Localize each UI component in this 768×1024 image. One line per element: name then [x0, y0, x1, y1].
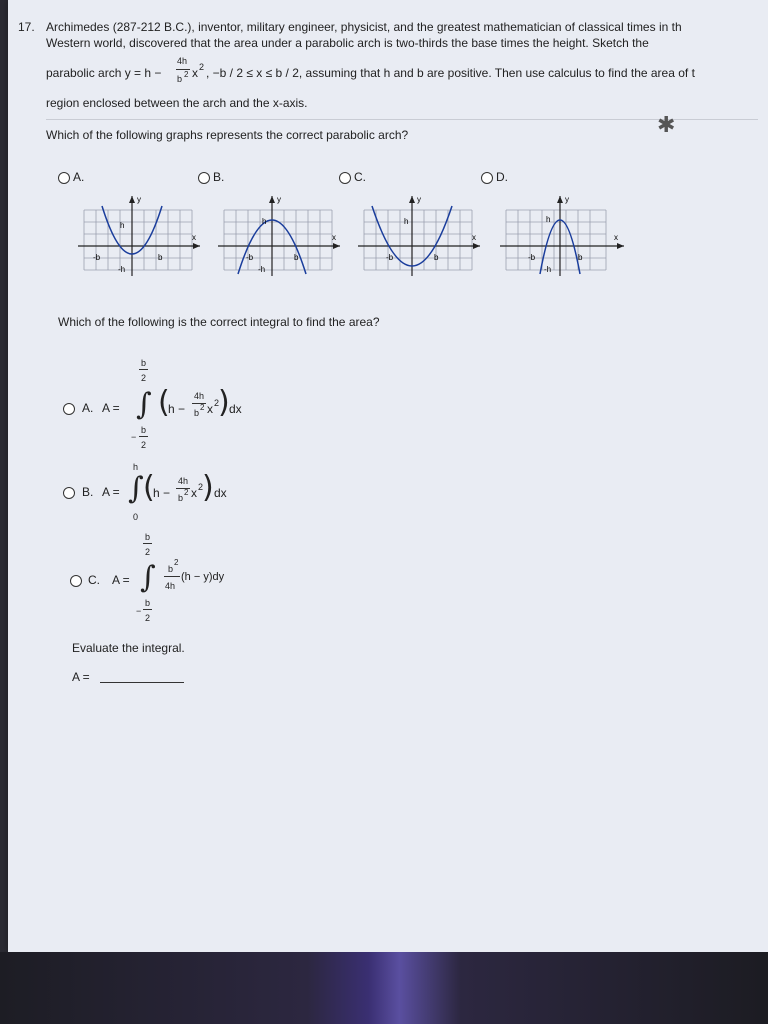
pen-mark: ✱	[657, 112, 676, 137]
integral-c-letter[interactable]: C.	[88, 573, 100, 587]
equation-variable: x	[192, 66, 198, 80]
integral-b-var: x	[191, 486, 197, 500]
problem-line-1: Archimedes (287-212 B.C.), inventor, military engineer, physicist, and the greatest mathematician of classical times in th	[46, 20, 682, 34]
integral-c-frac-num: b	[168, 564, 174, 574]
integral-a-open-paren: (	[158, 385, 170, 420]
graph-b-neg-h-label: -h	[258, 265, 266, 274]
option-c-label[interactable]: C.	[354, 170, 366, 184]
graph-a-y-label: y	[137, 195, 141, 204]
graph-option-c[interactable]	[358, 186, 486, 278]
integral-a-var: x	[207, 402, 213, 416]
integral-b-lower: 0	[133, 512, 139, 522]
integral-c-upper-den: 2	[145, 547, 151, 557]
integral-c-frac-den: 4h	[165, 581, 176, 591]
graph-a-x-label: x	[192, 233, 196, 242]
integral-b-open-paren: (	[143, 470, 155, 505]
integral-a-lower-den: 2	[141, 440, 147, 450]
integral-a-sign: ∫	[136, 387, 152, 422]
background-desk	[0, 952, 768, 1024]
fraction-denominator: b	[177, 74, 183, 84]
integral-b-frac-den: b	[178, 493, 184, 503]
graph-a-neg-b-label: -b	[93, 253, 101, 262]
graph-b-h-label: h	[262, 217, 267, 226]
evaluate-prompt: Evaluate the integral.	[72, 641, 185, 655]
integral-b-var-exp: 2	[198, 482, 204, 492]
integral-a-upper-bar	[139, 369, 148, 370]
integral-b-upper: h	[133, 462, 139, 472]
integral-b-frac-den-exp: 2	[184, 488, 189, 497]
integral-a-frac-den-exp: 2	[200, 403, 205, 412]
integral-a-upper-num: b	[141, 358, 147, 368]
graph-c-x-label: x	[472, 233, 476, 242]
graph-c-b-label: b	[434, 253, 439, 262]
option-a-label[interactable]: A.	[73, 170, 85, 184]
graph-d-x-label: x	[614, 233, 618, 242]
graph-b-y-label: y	[277, 195, 281, 204]
integral-b-lhs: A =	[102, 485, 120, 499]
equation-prefix: parabolic arch y = h −	[46, 66, 162, 80]
integral-a-letter[interactable]: A.	[82, 401, 94, 415]
problem-line-4: region enclosed between the arch and the x-axis.	[46, 96, 308, 110]
answer-label: A =	[72, 670, 90, 684]
integral-a-frac-num: 4h	[194, 391, 205, 401]
graph-d-h-label: h	[546, 215, 551, 224]
integral-c-upper-num: b	[145, 532, 151, 542]
integral-b-radio[interactable]	[63, 487, 75, 499]
integral-c-radio[interactable]	[70, 575, 82, 587]
option-d-label[interactable]: D.	[496, 170, 508, 184]
integral-a-lower-sign: −	[131, 432, 137, 442]
integral-a-frac-den: b	[194, 408, 200, 418]
answer-input[interactable]	[100, 668, 184, 683]
integral-c-rest: (h − y)dy	[181, 571, 225, 583]
integral-a-upper-den: 2	[141, 373, 147, 383]
graph-d-neg-b-label: -b	[528, 253, 536, 262]
integral-b-close-paren: )	[202, 470, 214, 505]
integral-a-dx: dx	[229, 402, 242, 416]
equation-suffix: , −b / 2 ≤ x ≤ b / 2, assuming that h and b are positive. Then use calculus to find the area of t	[206, 66, 695, 80]
integral-c-frac-num-exp: 2	[174, 558, 179, 567]
graph-c-y-label: y	[417, 195, 421, 204]
graph-d-b-label: b	[578, 253, 583, 262]
integral-c-lower-den: 2	[145, 613, 151, 623]
option-b-radio[interactable]	[198, 172, 210, 184]
option-d-radio[interactable]	[481, 172, 493, 184]
integral-c-lhs: A =	[112, 573, 130, 587]
equation-exponent: 2	[199, 62, 205, 72]
integral-a-close-paren: )	[218, 385, 230, 420]
graph-option-a[interactable]	[78, 186, 206, 278]
integral-b-letter[interactable]: B.	[82, 485, 94, 499]
fraction-numerator: 4h	[177, 56, 188, 66]
question-integral-prompt: Which of the following is the correct integral to find the area?	[58, 315, 380, 329]
integral-a-radio[interactable]	[63, 403, 75, 415]
problem-number: 17.	[18, 20, 35, 34]
integral-a-lhs: A =	[102, 401, 120, 415]
option-b-label[interactable]: B.	[213, 170, 225, 184]
option-c-radio[interactable]	[339, 172, 351, 184]
question-graph-prompt: Which of the following graphs represents the correct parabolic arch?	[46, 128, 409, 142]
graph-a-h-label: h	[120, 221, 125, 230]
graph-d-y-label: y	[565, 195, 569, 204]
fraction-denominator-exponent: 2	[184, 70, 189, 79]
integral-c-lower-sign: −	[136, 606, 142, 616]
graph-c-neg-b-label: -b	[386, 253, 394, 262]
integral-a-term-h: h −	[168, 402, 186, 416]
graph-a-b-label: b	[158, 253, 163, 262]
integral-c-sign: ∫	[140, 560, 156, 595]
integral-b-term-h: h −	[153, 486, 171, 500]
integral-c-lower-num: b	[145, 598, 151, 608]
integral-b-dx: dx	[214, 486, 227, 500]
worksheet-page	[8, 0, 768, 952]
graph-b-x-label: x	[332, 233, 336, 242]
integral-a-lower-num: b	[141, 425, 147, 435]
integral-b-sign: ∫	[128, 471, 144, 506]
integral-c-lower-bar	[143, 609, 152, 610]
integral-b-frac-num: 4h	[178, 476, 189, 486]
graph-c-h-label: h	[404, 217, 409, 226]
divider	[46, 119, 758, 120]
graph-b-b-label: b	[294, 253, 299, 262]
option-a-radio[interactable]	[58, 172, 70, 184]
graph-option-b[interactable]	[218, 186, 346, 278]
graph-a-neg-h-label: -h	[118, 265, 126, 274]
problem-line-2: Western world, discovered that the area under a parabolic arch is two-thirds the base times the height. Sketch the	[46, 36, 649, 50]
graph-d-neg-h-label: -h	[544, 265, 552, 274]
graph-b-neg-b-label: -b	[246, 253, 254, 262]
integral-a-var-exp: 2	[214, 398, 220, 408]
integral-a-lower-bar	[139, 436, 148, 437]
integral-c-upper-bar	[143, 543, 152, 544]
integral-c-frac-bar	[164, 576, 180, 577]
graph-option-d[interactable]	[500, 186, 628, 278]
